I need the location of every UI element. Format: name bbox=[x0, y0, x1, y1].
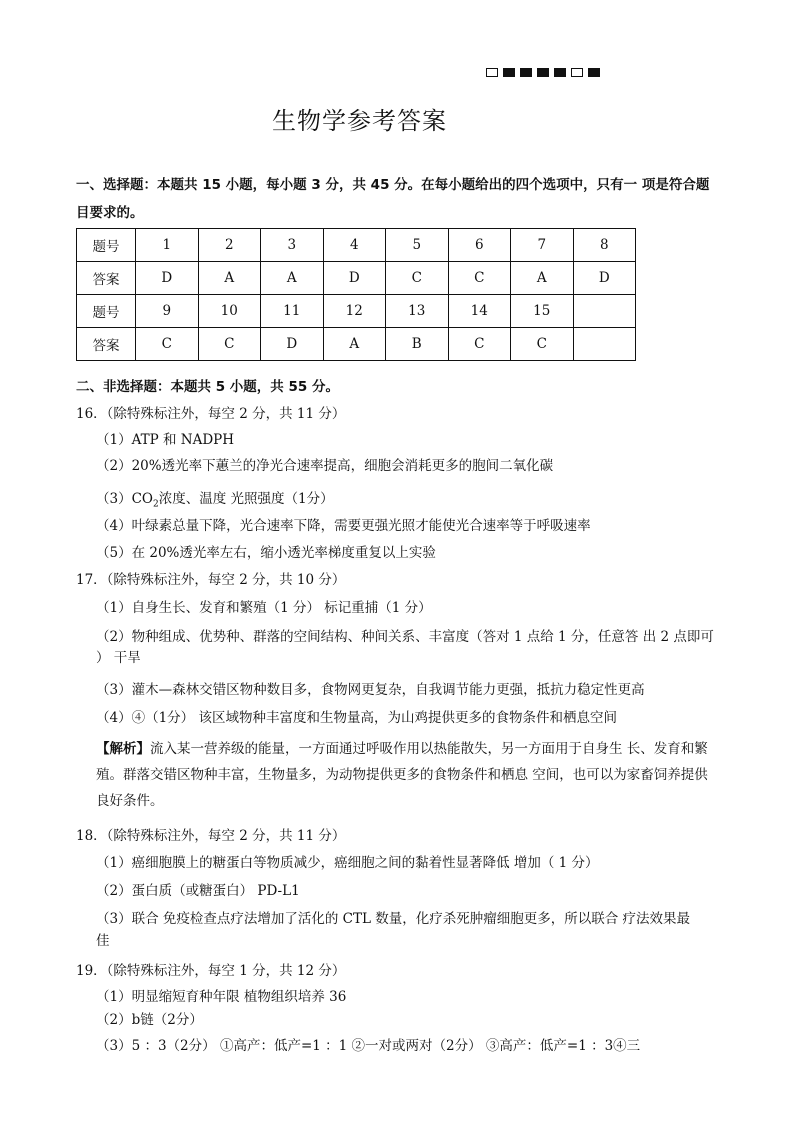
answer-table-cell: 1 bbox=[136, 229, 199, 262]
q17-answer-1: （1）自身生长、发育和繁殖（1 分） 标记重捕（1 分） bbox=[96, 600, 432, 616]
q17-analysis bbox=[96, 736, 718, 814]
q19-answer-2: （2）b链（2分） bbox=[96, 1012, 203, 1028]
q17-answer-2-line2: ） 干旱 bbox=[96, 650, 141, 666]
answer-table bbox=[76, 228, 636, 361]
exam-code-marks bbox=[486, 68, 600, 77]
q16-answer-4: （4）叶绿素总量下降，光合速率下降，需要更强光照才能使光合速率等于呼吸速率 bbox=[96, 518, 591, 534]
q18-answer-1: （1）癌细胞膜上的糖蛋白等物质减少，癌细胞之间的黏着性显著降低 增加（ 1 分） bbox=[96, 855, 599, 871]
section1-heading-line1: 一、选择题：本题共 15 小题，每小题 3 分，共 45 分。在每小题给出的四个选项中，只有一 项是符合题 bbox=[76, 177, 710, 193]
q16-answer-3-sub: 2 bbox=[153, 499, 159, 510]
answer-table-cell: 15 bbox=[511, 295, 574, 328]
analysis-text: 流入某一营养级的能量，一方面通过呼吸作用以热能散失，另一方面用于自身生 长、发育和繁殖。群落交错区物种丰富，生物量多，为动物提供更多的食物条件和栖息 空间，也可以为家畜饲养提供良好条件。 bbox=[96, 741, 708, 809]
code-box bbox=[588, 68, 600, 77]
answer-table-cell: 2 bbox=[198, 229, 261, 262]
code-box bbox=[520, 68, 532, 77]
q17-answer-2-line1: （2）物种组成、优势种、群落的空间结构、种间关系、丰富度（答对 1 点给 1 分，任意答 出 2 点即可 bbox=[96, 629, 714, 645]
answer-table-row-label: 答案 bbox=[77, 262, 136, 295]
q16-answer-3-post: 浓度、温度 光照强度（1分） bbox=[158, 491, 334, 507]
code-box bbox=[503, 68, 515, 77]
answer-table-cell: C bbox=[511, 328, 574, 361]
answer-table-cell: C bbox=[448, 262, 511, 295]
answer-table-cell: 5 bbox=[386, 229, 449, 262]
q17-header: 17．（除特殊标注外，每空 2 分，共 10 分） bbox=[76, 572, 346, 588]
answer-table-cell: 6 bbox=[448, 229, 511, 262]
q16-header: 16．（除特殊标注外，每空 2 分，共 11 分） bbox=[76, 406, 346, 422]
q16-answer-3-pre: （3）CO bbox=[96, 491, 153, 507]
q16-answer-5: （5）在 20%透光率左右，缩小透光率梯度重复以上实验 bbox=[96, 545, 436, 561]
answer-table-cell: 10 bbox=[198, 295, 261, 328]
answer-table-cell: A bbox=[261, 262, 324, 295]
answer-table-row-label: 题号 bbox=[77, 229, 136, 262]
answer-table-cell: A bbox=[511, 262, 574, 295]
answer-table-row-label: 题号 bbox=[77, 295, 136, 328]
answer-table-cell: 4 bbox=[323, 229, 386, 262]
q17-answer-3: （3）灌木—森林交错区物种数目多，食物网更复杂，自我调节能力更强，抵抗力稳定性更高 bbox=[96, 682, 645, 698]
answer-table-cell bbox=[573, 295, 636, 328]
answer-table-cell: D bbox=[573, 262, 636, 295]
answer-table-cell: 12 bbox=[323, 295, 386, 328]
q18-answer-3-line1: （3）联合 免疫检查点疗法增加了活化的 CTL 数量，化疗杀死肿瘤细胞更多，所以联合 疗法效果最 bbox=[96, 911, 691, 927]
answer-table-cell: A bbox=[198, 262, 261, 295]
answer-table-row bbox=[77, 229, 636, 262]
answer-table-cell: C bbox=[198, 328, 261, 361]
q19-answer-3: （3）5 ：3（2分） ①高产：低产=1 ：1 ②一对或两对（2分） ③高产：低产=1 ：3④三 bbox=[96, 1038, 641, 1054]
answer-table-cell: C bbox=[136, 328, 199, 361]
answer-table-cell: 7 bbox=[511, 229, 574, 262]
answer-table-row bbox=[77, 328, 636, 361]
answer-table-cell: 13 bbox=[386, 295, 449, 328]
answer-table-row bbox=[77, 295, 636, 328]
q16-answer-3 bbox=[96, 487, 334, 510]
q18-answer-3-line2: 佳 bbox=[96, 933, 110, 949]
section1-heading-line2: 目要求的。 bbox=[76, 205, 144, 221]
code-box bbox=[571, 68, 583, 77]
answer-table-cell: 14 bbox=[448, 295, 511, 328]
section2-heading: 二、非选择题：本题共 5 小题，共 55 分。 bbox=[76, 379, 339, 395]
answer-table-cell: C bbox=[448, 328, 511, 361]
answer-table-cell: C bbox=[386, 262, 449, 295]
answer-table-cell: B bbox=[386, 328, 449, 361]
q17-answer-4: （4）④（1分） 该区域物种丰富度和生物量高，为山鸡提供更多的食物条件和栖息空间 bbox=[96, 710, 617, 726]
code-box bbox=[554, 68, 566, 77]
q16-answer-1: （1）ATP 和 NADPH bbox=[96, 432, 235, 448]
analysis-label: 【解析】 bbox=[96, 741, 150, 757]
answer-table-row bbox=[77, 262, 636, 295]
answer-table-row-label: 答案 bbox=[77, 328, 136, 361]
q16-answer-2: （2）20%透光率下蕙兰的净光合速率提高，细胞会消耗更多的胞间二氧化碳 bbox=[96, 458, 554, 474]
page-title: 生物学参考答案 bbox=[272, 107, 447, 135]
answer-table-cell: 11 bbox=[261, 295, 324, 328]
answer-table-cell: 8 bbox=[573, 229, 636, 262]
q19-answer-1: （1）明显缩短育种年限 植物组织培养 36 bbox=[96, 989, 347, 1005]
answer-table-cell bbox=[573, 328, 636, 361]
answer-table-cell: D bbox=[261, 328, 324, 361]
answer-table-cell: 3 bbox=[261, 229, 324, 262]
answer-table-cell: 9 bbox=[136, 295, 199, 328]
q18-header: 18．（除特殊标注外，每空 2 分，共 11 分） bbox=[76, 828, 346, 844]
q18-answer-2: （2）蛋白质（或糖蛋白） PD-L1 bbox=[96, 883, 300, 899]
answer-table-cell: D bbox=[136, 262, 199, 295]
q19-header: 19．（除特殊标注外，每空 1 分，共 12 分） bbox=[76, 963, 346, 979]
answer-table-cell: D bbox=[323, 262, 386, 295]
code-box bbox=[537, 68, 549, 77]
code-box bbox=[486, 68, 498, 77]
answer-table-cell: A bbox=[323, 328, 386, 361]
